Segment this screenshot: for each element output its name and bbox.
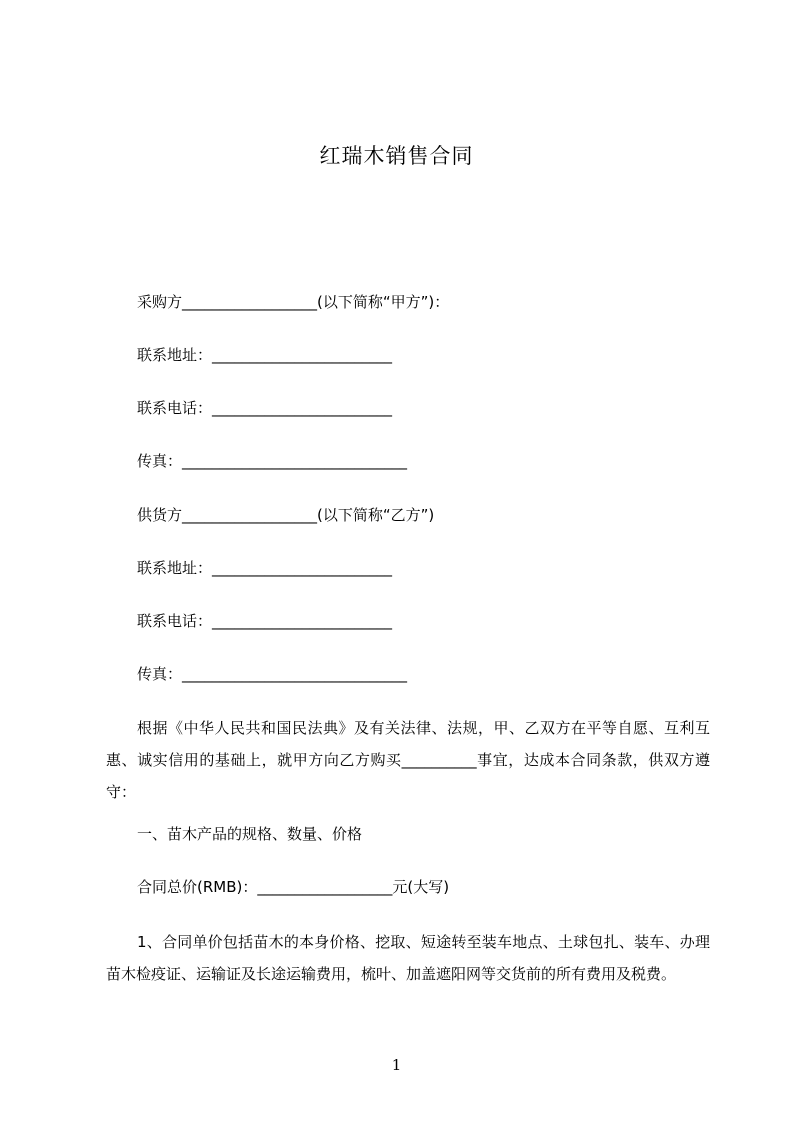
clause-1-paragraph: 1、合同单价包括苗木的本身价格、挖取、短途转至装车地点、土球包扎、装车、办理苗木检疫证、运输证及长途运输费用，梳叶、加盖遮阳网等交货前的所有费用及税费。 (106, 933, 710, 983)
supplier-fax-line: 传真：______________________________ (137, 665, 408, 683)
document-title: 红瑞木销售合同 (319, 144, 474, 168)
preamble-paragraph: 根据《中华人民共和国民法典》及有关法律、法规，甲、乙双方在平等自愿、互利互惠、诚实信用的基础上，就甲方向乙方购买__________事宜，达成本合同条款，供双方遵守： (106, 719, 710, 801)
section-1-heading: 一、苗木产品的规格、数量、价格 (137, 825, 363, 843)
buyer-fax-line: 传真：______________________________ (137, 452, 408, 470)
page-number: 1 (391, 1056, 402, 1074)
total-price-line: 合同总价(RMB)：__________________元(大写) (137, 878, 450, 896)
supplier-address-line: 联系地址：________________________ (137, 559, 393, 577)
buyer-address-line: 联系地址：________________________ (137, 346, 393, 364)
buyer-phone-line: 联系电话：________________________ (137, 399, 393, 417)
supplier-line: 供货方__________________(以下简称“乙方”) (137, 506, 435, 524)
buyer-line: 采购方__________________(以下简称“甲方”)： (137, 293, 450, 311)
supplier-phone-line: 联系电话：________________________ (137, 612, 393, 630)
